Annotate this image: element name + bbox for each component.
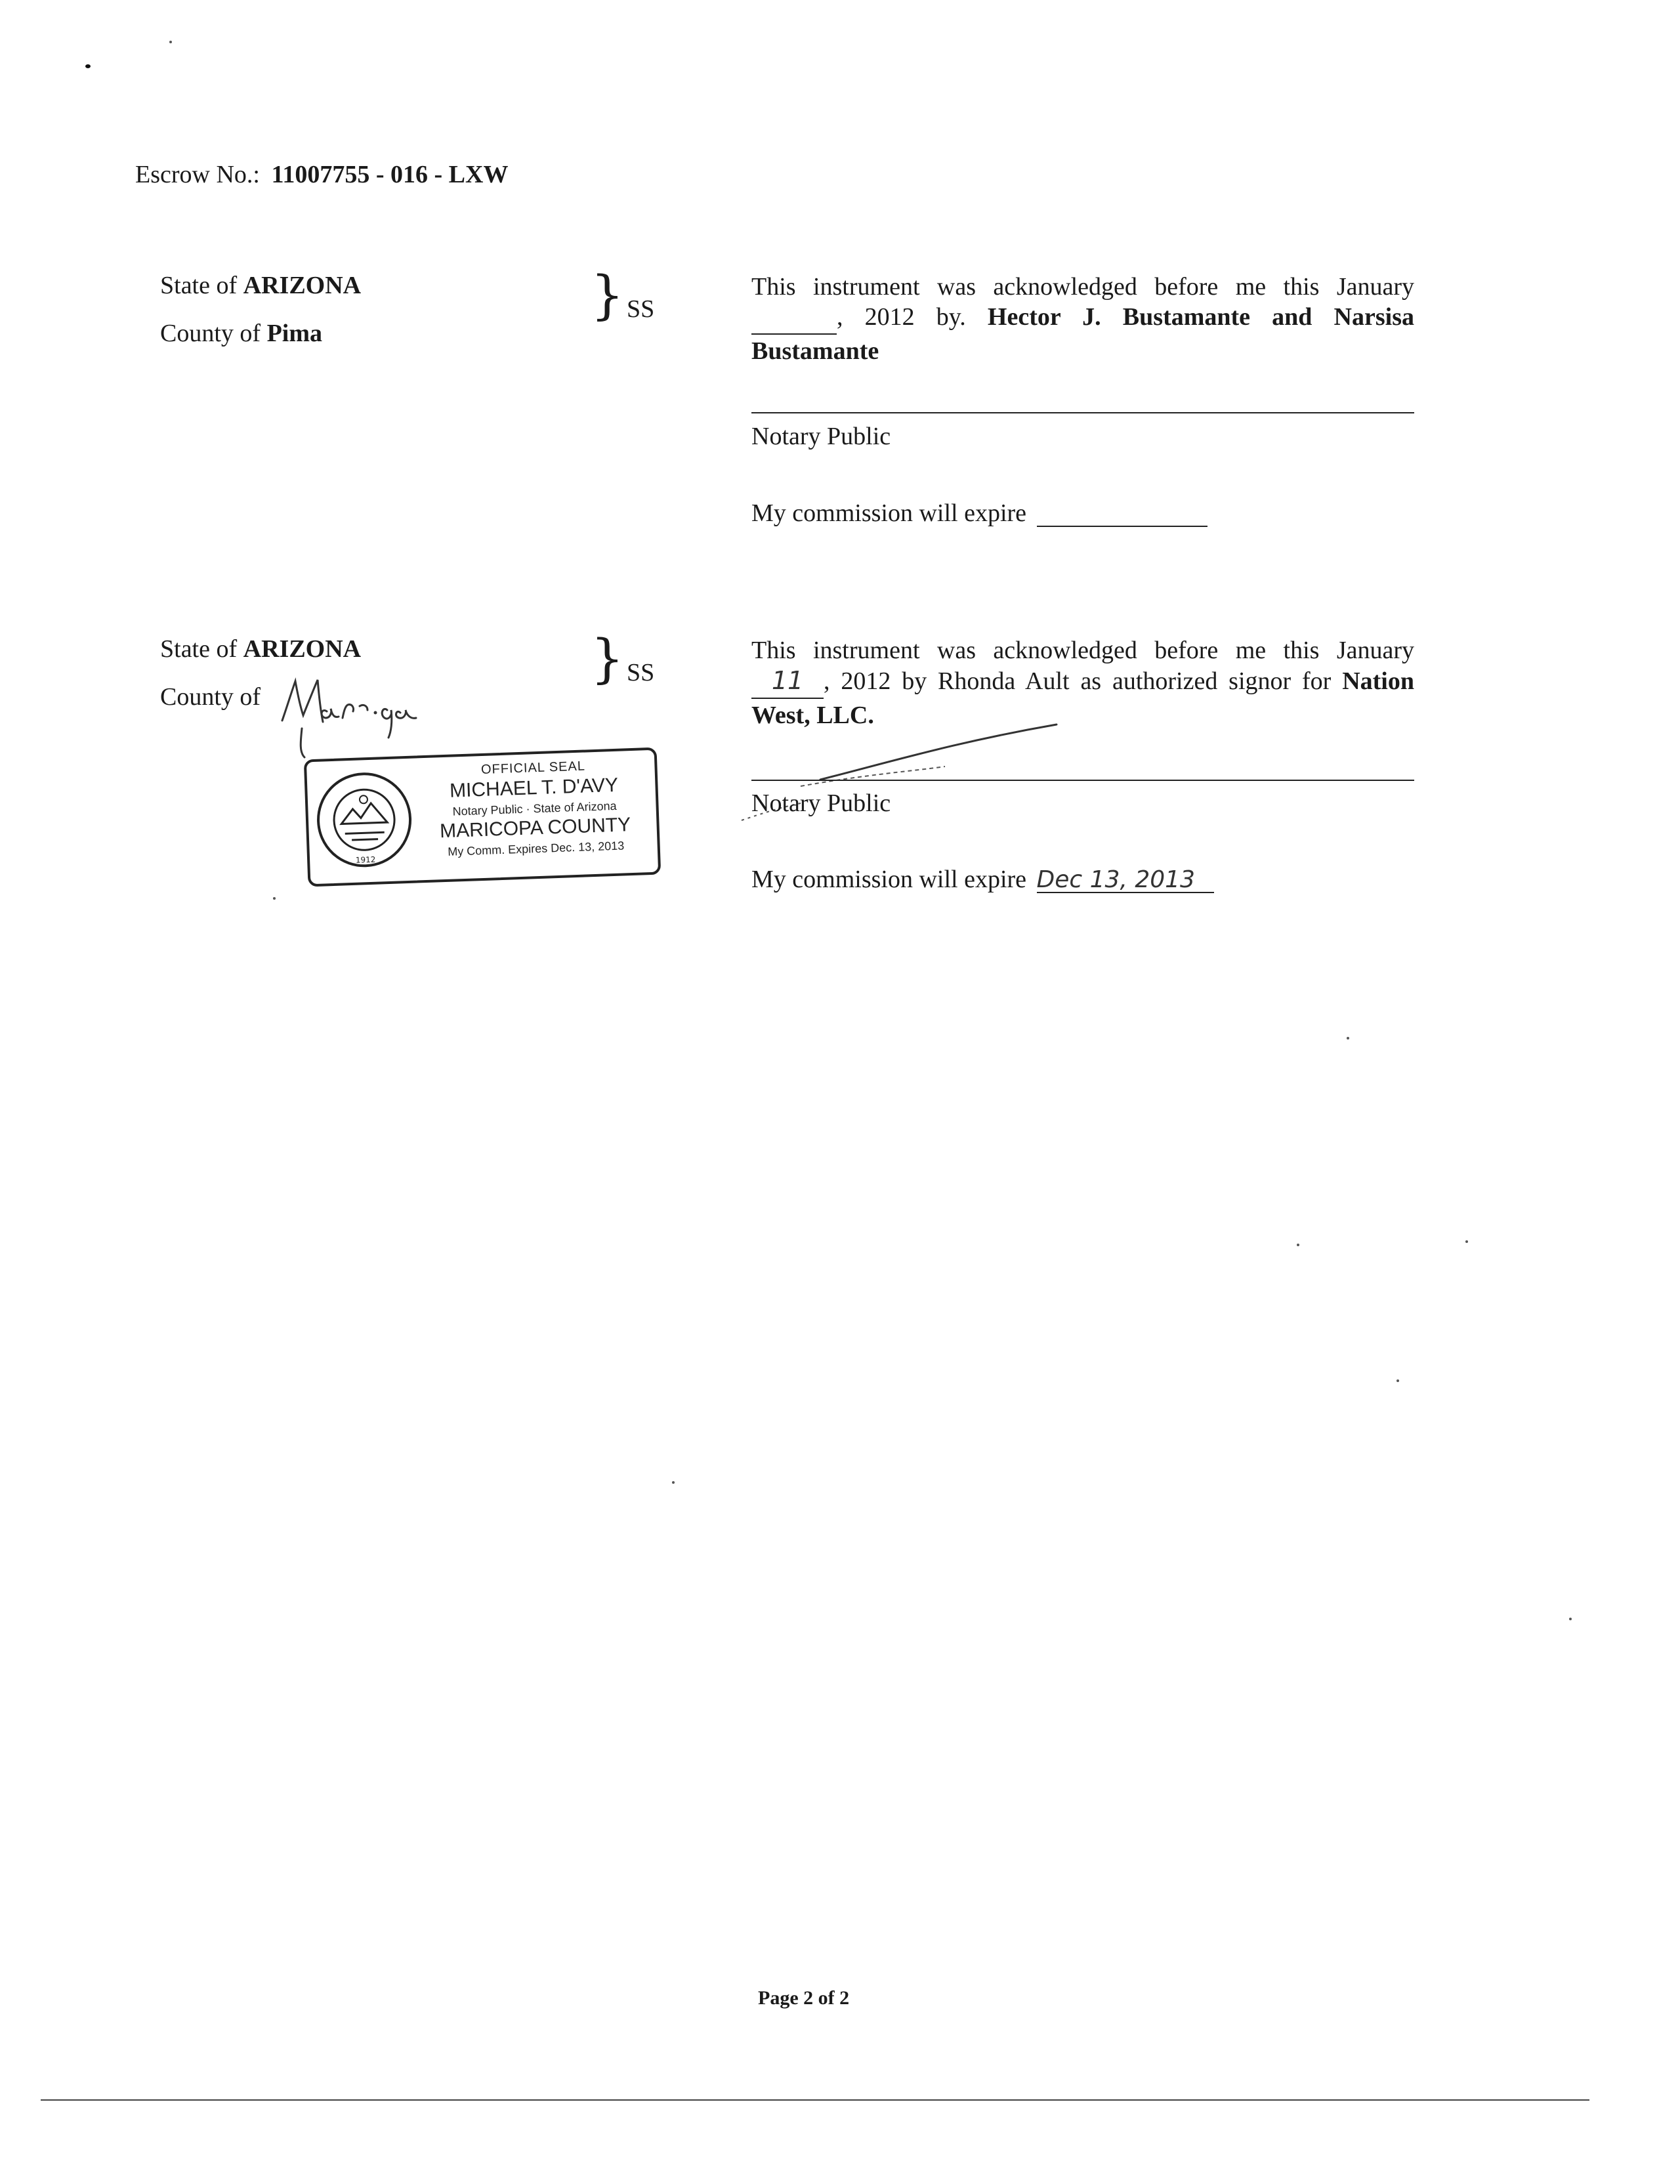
block2-ss: SS — [627, 659, 655, 686]
handwritten-county-maricopa — [276, 669, 446, 768]
block1-signature-line — [751, 412, 1414, 413]
block2-ack-day: 11 — [771, 666, 804, 695]
scan-speck — [1465, 1240, 1468, 1243]
block2-day-blank — [751, 664, 824, 699]
seal-expires: My Comm. Expires Dec. 13, 2013 — [447, 839, 625, 858]
seal-title: OFFICIAL SEAL — [480, 759, 586, 778]
block2-brace-icon: } — [591, 628, 624, 689]
block1-state: State of ARIZONA — [160, 272, 362, 299]
block1-day-blank — [751, 301, 837, 335]
scan-speck — [169, 41, 172, 43]
block2-commission: My commission will expire Dec 13, 2013 — [751, 867, 1214, 893]
notary-seal-stamp — [304, 747, 661, 887]
scan-speck — [85, 64, 91, 68]
block2-signature-line — [751, 780, 1414, 781]
scan-speck — [1297, 1244, 1299, 1246]
block1-state-name: ARIZONA — [243, 272, 362, 299]
scan-speck — [1396, 1379, 1399, 1382]
block2-state-name: ARIZONA — [243, 635, 362, 663]
scan-speck — [1569, 1618, 1572, 1620]
block2-county: County of — [160, 683, 261, 711]
page-number: Page 2 of 2 — [758, 1987, 850, 2009]
block1-ack-year: , 2012 by. — [837, 303, 966, 331]
block2-commission-blank — [1037, 867, 1214, 893]
escrow-number: 11007755 - 016 - LXW — [271, 161, 509, 188]
block1-ack-names: Hector J. Bustamante and Narsisa Bustamante — [751, 303, 1414, 365]
seal-notary-state: Notary Public · State of Arizona — [452, 799, 617, 818]
block1-brace-icon: } — [591, 264, 624, 326]
block1-commission: My commission will expire — [751, 501, 1208, 527]
seal-name: MICHAEL T. D'AVY — [449, 774, 619, 802]
block1-ack-line1: This instrument was acknowledged before me this January — [751, 273, 1414, 301]
block2-ack-entity: Nation West, LLC. — [751, 667, 1414, 729]
svg-text:1912: 1912 — [355, 854, 376, 865]
block1-notary-label: Notary Public — [751, 423, 891, 450]
scan-speck — [273, 897, 276, 900]
escrow-label: Escrow No.: — [135, 161, 260, 188]
scan-speck — [672, 1481, 675, 1484]
notary-signature — [722, 715, 1089, 840]
block2-ack-line1: This instrument was acknowledged before me this January — [751, 637, 1414, 664]
block2-notary-label: Notary Public — [751, 789, 891, 817]
arizona-state-seal-icon — [313, 769, 415, 871]
seal-text — [418, 757, 651, 860]
seal-county: MARICOPA COUNTY — [439, 814, 631, 843]
block1-ss: SS — [627, 295, 655, 323]
block2-state: State of ARIZONA — [160, 635, 362, 663]
block2-commission-date: Dec 13, 2013 — [1036, 866, 1195, 893]
block1-commission-blank — [1037, 501, 1208, 527]
scan-speck — [1347, 1037, 1349, 1040]
escrow-line — [135, 162, 508, 187]
block1-county: County of Pima — [160, 320, 322, 347]
block1-county-name: Pima — [266, 320, 322, 347]
block1-acknowledgment — [751, 270, 1414, 368]
block2-ack-mid: , 2012 by Rhonda Ault as authorized signor for — [824, 667, 1332, 695]
bottom-scan-line — [41, 2099, 1589, 2101]
